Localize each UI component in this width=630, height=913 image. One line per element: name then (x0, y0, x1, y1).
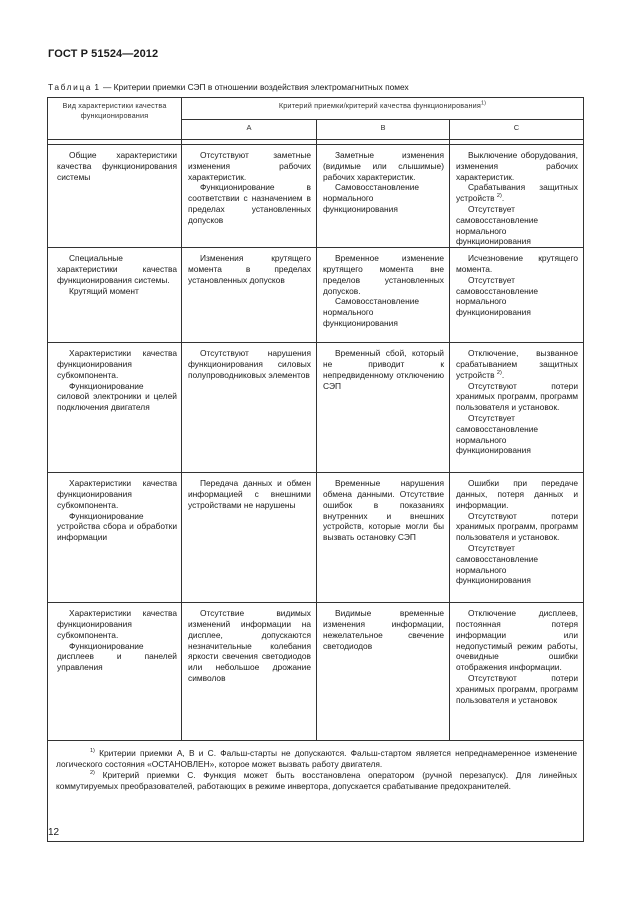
table-caption-text: — Критерии приемки СЭП в отношении воздействия электромагнитных помех (102, 82, 409, 92)
criterion-a-cell: Изменения крутящего момента в пределах установленных допусков (182, 248, 317, 343)
footnotes-row (48, 741, 584, 842)
criterion-b-cell: Временное изменение крутящего момента вне пределов установленных допусков. Самовосстановление нормального функционирования (317, 248, 450, 343)
criterion-a-cell: Отсутствие видимых изменений информации на дисплее, допускаются незначительные колебания яркости свечения светодиодов или небольшое дрожание символов (182, 603, 317, 741)
criterion-b-cell: Временный сбой, который не приводит к непредвиденному отключению СЭП (317, 343, 450, 473)
table-caption-number: 1 (94, 82, 101, 92)
row-type-cell: Специальные характеристики качества функционирования системы. Крутящий момент (48, 248, 182, 343)
criterion-c-cell: Исчезновение крутящего момента. Отсутствует самовосстановление нормального функционирования (450, 248, 584, 343)
table-caption (48, 82, 409, 92)
footnote-ref: 1) (480, 100, 487, 107)
criterion-a-cell: Отсутствуют заметные изменения рабочих характеристик. Функционирование в соответствии с назначением в пределах установленных допусков (182, 145, 317, 248)
table-footnotes (48, 741, 584, 842)
criterion-c-cell: Выключение оборудования, изменения рабочих характеристик. Срабатывания защитных устройств $^{2)}$. Отсутствует самовосстановление нормального функционирования (450, 145, 584, 248)
criterion-b-cell: Заметные изменения (видимые или слышимые) рабочих характеристик. Самовосстановление нормального функционирования (317, 145, 450, 248)
criterion-a-cell: Отсутствуют нарушения функционирования силовых полупроводниковых элементов (182, 343, 317, 473)
column-header-a: A (182, 120, 317, 140)
column-header-b: B (317, 120, 450, 140)
column-header-criteria (182, 98, 584, 120)
column-header-type: Вид характеристики качества функционирования (48, 98, 182, 140)
table-row (48, 343, 584, 473)
criteria-table (47, 97, 584, 842)
table-row (48, 145, 584, 248)
row-type-cell: Характеристики качества функционирования субкомпонента. Функционирование дисплеев и панелей управления (48, 603, 182, 741)
footnote: $^{2)}$ Критерий приемки С. Функция может быть восстановлена оператором (ручной перезапуск). Для линейных коммутируемых преобразователей, работающих в режиме инвертора, допускается срабатывание предохранителей. (56, 770, 578, 792)
criterion-c-cell: Ошибки при передаче данных, потеря данных и информации. Отсутствуют потери хранимых программ, программ пользователя и установок. Отсутствует самовосстановление нормального функционирования (450, 473, 584, 603)
row-type-cell: Общие характеристики качества функционирования системы (48, 145, 182, 248)
document-header: ГОСТ Р 51524—2012 (48, 48, 159, 60)
criterion-b-cell: Временные нарушения обмена данными. Отсутствие ошибок в показаниях внутренних и внешних устройств, которые могли бы вызвать остановку СЭП (317, 473, 450, 603)
table-row (48, 248, 584, 343)
table-row (48, 603, 584, 741)
column-header-c: C (450, 120, 584, 140)
criterion-b-cell: Видимые временные изменения информации, нежелательное свечение светодиодов (317, 603, 450, 741)
criterion-c-cell: Отключение дисплеев, постоянная потеря информации или недопустимый режим работы, очевидные ошибки отображения информации. Отсутствуют потери хранимых программ, программ пользователя и установок (450, 603, 584, 741)
column-header-criteria-text: Критерий приемки/критерий качества функционирования (278, 101, 481, 110)
criterion-c-cell: Отключение, вызванное срабатыванием защитных устройств $^{2)}$. Отсутствуют потери хранимых программ, программ пользователя и установок. Отсутствует самовосстановление нормального функционирования (450, 343, 584, 473)
row-type-cell: Характеристики качества функционирования субкомпонента. Функционирование устройства сбора и обработки информации (48, 473, 182, 603)
row-type-cell: Характеристики качества функционирования субкомпонента. Функционирование силовой электроники и целей подключения двигателя (48, 343, 182, 473)
criterion-a-cell: Передача данных и обмен информацией с внешними устройствами не нарушены (182, 473, 317, 603)
footnote: $^{1)}$ Критерии приемки А, В и С. Фальш-старты не допускаются. Фальш-стартом является непреднамеренное изменение логического состояния «ОСТАНОВЛЕН», которое может вызвать работу двигателя. (56, 748, 578, 770)
page-number: 12 (48, 827, 60, 838)
table-row (48, 473, 584, 603)
table-caption-label: Таблица (48, 82, 93, 92)
